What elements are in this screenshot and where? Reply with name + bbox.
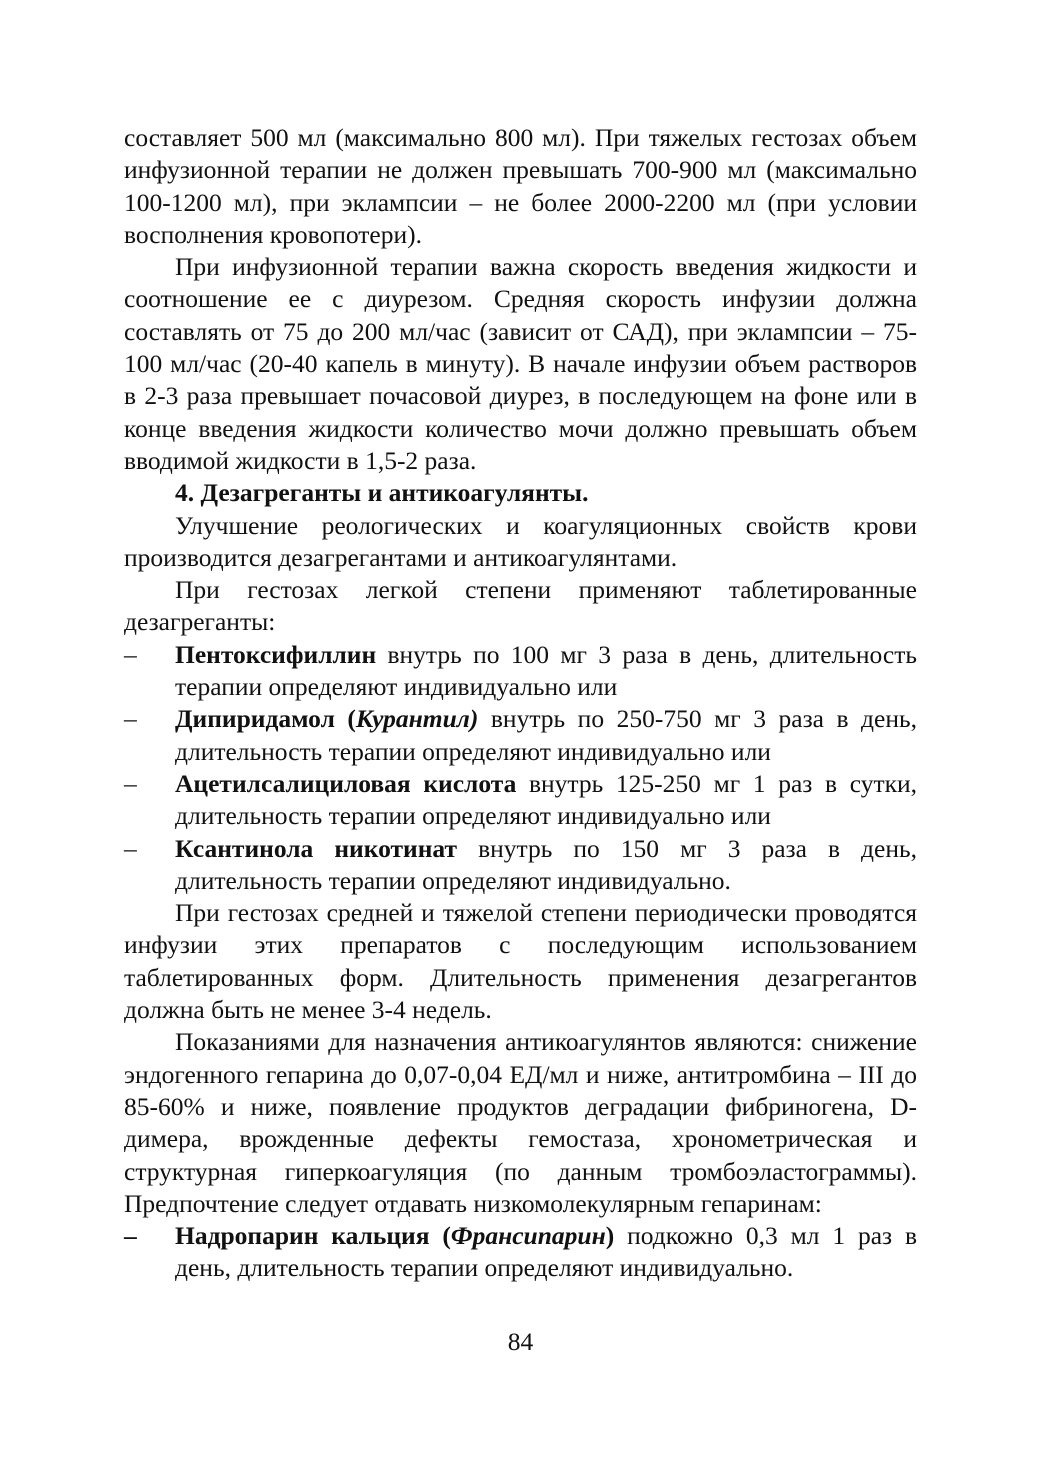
- paragraph-infusion-rate: При инфузионной терапии важна скорость введения жидкости и соотношение ее с диурезом. Средняя скорость инфузии должна составлять от 75 до 200 мл/час (зависит от САД), при эклампсии – 75-100 мл/час (20-40 капель в минуту). В начале инфузии объем растворов в 2-3 раза превышает почасовой диурез, в последующем на фоне или в конце введения жидкости количество мочи должно превышать объем вводимой жидкости в 1,5-2 раза.: [124, 252, 917, 475]
- drug-brand-name: Франсипарин: [450, 1221, 606, 1251]
- dash-marker: –: [124, 1221, 137, 1251]
- list-item: [124, 703, 917, 768]
- dash-marker: –: [124, 768, 137, 798]
- drug-name-close: ): [605, 1221, 615, 1251]
- drug-description: внутрь по 100 мг 3 раза в день, длительность терапии определяют индивидуально или: [175, 639, 917, 702]
- disaggregant-list: [124, 639, 917, 897]
- dash-marker: –: [124, 639, 137, 669]
- paragraph-moderate-gestosis: При гестозах средней и тяжелой степени периодически проводятся инфузии этих препаратов с последующим использованием таблетированных форм. Длительность применения дезагрегантов должна быть не менее 3-4 недель.: [124, 898, 917, 1025]
- paragraph-infusion-volume: составляет 500 мл (максимально 800 мл). При тяжелых гестозах объем инфузионной терапии не должен превышать 700-900 мл (максимально 100-1200 мл), при эклампсии – не более 2000-2200 мл (при условии восполнения кровопотери).: [124, 123, 917, 249]
- page-body: [124, 122, 917, 1285]
- list-item: [124, 768, 917, 833]
- drug-description: внутрь по 250-750 мг 3 раза в день, длительность терапии определяют индивидуально или: [175, 704, 918, 766]
- drug-description: внутрь по 150 мг 3 раза в день, длительность терапии определяют индивидуально.: [175, 833, 917, 895]
- drug-description: подкожно 0,3 мл 1 раз в день, длительность терапии определяют индивидуально.: [175, 1221, 917, 1283]
- list-item: [124, 639, 917, 704]
- drug-description: внутрь 125-250 мг 1 раз в сутки, длительность терапии определяют индивидуально или: [175, 768, 917, 831]
- drug-name: Дипиридамол (: [175, 704, 356, 734]
- drug-brand-name: Курантил): [355, 704, 479, 734]
- paragraph-rheology: Улучшение реологических и коагуляционных свойств крови производится дезагрегантами и антикоагулянтами.: [124, 510, 917, 572]
- anticoagulant-list: [124, 1220, 917, 1285]
- drug-name: Надропарин кальция (: [175, 1221, 451, 1251]
- dash-marker: –: [124, 833, 137, 863]
- dash-marker: –: [124, 704, 137, 734]
- section-heading: 4. Дезагреганты и антикоагулянты.: [175, 478, 589, 508]
- page-number: 84: [507, 1327, 534, 1356]
- drug-name: Ксантинола никотинат: [175, 833, 458, 863]
- drug-name: Ацетилсалициловая кислота: [175, 768, 517, 798]
- paragraph-anticoagulant-indications: Показаниями для назначения антикоагулянтов являются: снижение эндогенного гепарина до 0,07-0,04 ЕД/мл и ниже, антитромбина – III до 85-60% и ниже, появление продуктов деградации фибриногена, D-димера, врожденные дефекты гемостаза, хронометрическая и структурная гиперкоагуляция (по данным тромбоэластограммы). Предпочтение следует отдавать низкомолекулярным гепаринам:: [124, 1027, 917, 1218]
- list-item: [124, 1220, 917, 1285]
- paragraph-mild-gestosis: При гестозах легкой степени применяют таблетированные дезагреганты:: [124, 575, 917, 637]
- drug-name: Пентоксифиллин: [175, 639, 377, 669]
- list-item: [124, 833, 917, 898]
